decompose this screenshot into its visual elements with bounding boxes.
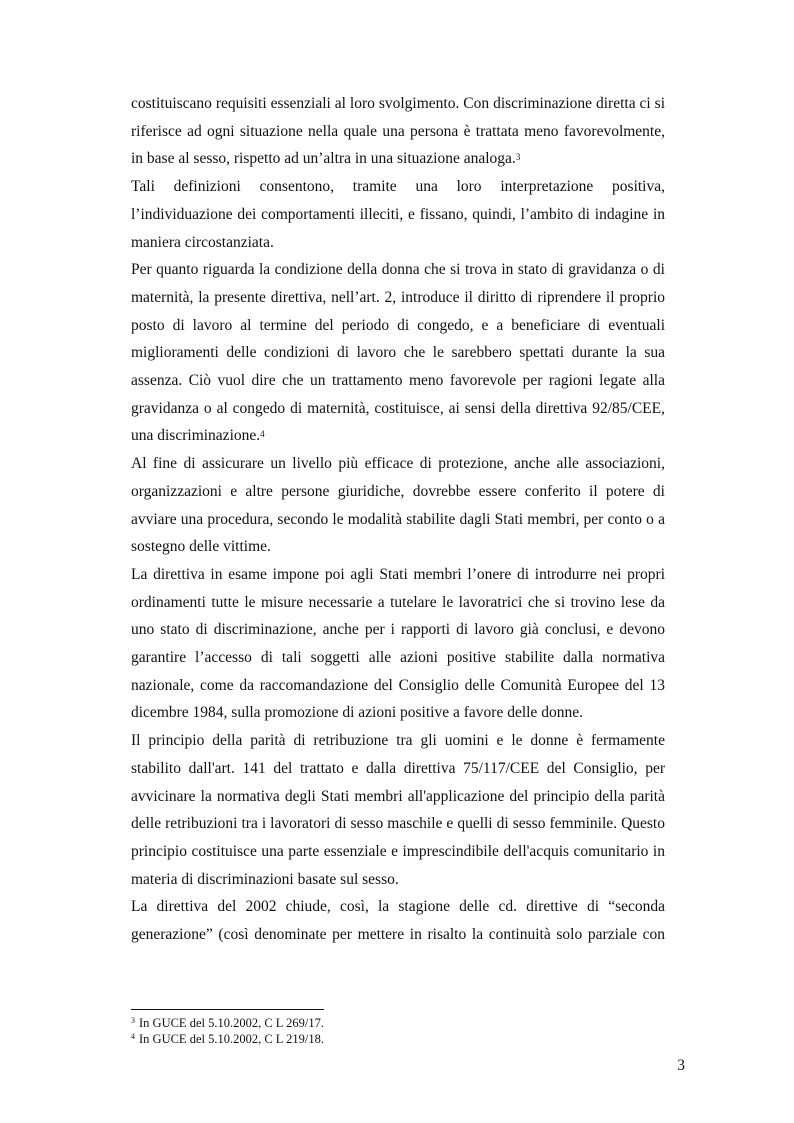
- footnote-ref-3[interactable]: 3: [515, 152, 521, 163]
- footnote-text: In GUCE del 5.10.2002, C L 219/18.: [139, 1032, 324, 1046]
- footnotes: [131, 1016, 665, 1048]
- footnote-text: In GUCE del 5.10.2002, C L 269/17.: [139, 1016, 324, 1030]
- paragraph-6: Il principio della parità di retribuzione tra gli uomini e le donne è fermamente stabilito dall'art. 141 del trattato e dalla direttiva 75/117/CEE del Consiglio, per avvicinare la normativa degli Stati membri all'applicazione del principio della parità delle retribuzioni tra i lavoratori di sesso maschile e quelli di sesso femminile. Questo principio costituisce una parte essenziale e imprescindibile dell'acquis comunitario in materia di discriminazioni basate sul sesso.: [131, 732, 665, 888]
- footnote-ref-4[interactable]: 4: [260, 429, 265, 440]
- paragraph-7: La direttiva del 2002 chiude, così, la stagione delle cd. direttive di “seconda generazione” (così denominate per mettere in risalto la continuità solo parziale con: [131, 898, 665, 944]
- paragraph-1: costituiscano requisiti essenziali al loro svolgimento. Con discriminazione diretta ci si riferisce ad ogni situazione nella quale una persona è trattata meno favorevolmente, in base al sesso, rispetto ad un’altra in una situazione analoga.$^3$: [131, 95, 665, 168]
- body-text: [131, 90, 665, 949]
- footnote-3: [131, 1016, 665, 1032]
- footnote-separator: [131, 1009, 324, 1010]
- paragraph-2: Tali definizioni consentono, tramite una loro interpretazione positiva, l’individuazione dei comportamenti illeciti, e fissano, quindi, l’ambito di indagine in maniera circostanziata.: [131, 178, 665, 251]
- paragraph-3: Per quanto riguarda la condizione della donna che si trova in stato di gravidanza o di maternità, la presente direttiva, nell’art. 2, introduce il diritto di riprendere il proprio posto di lavoro al termine del periodo di congedo, e a beneficiare di eventuali miglioramenti delle condizioni di lavoro che le sarebbero spettati durante la sua assenza. Ciò vuol dire che un trattamento meno favorevole per ragioni legate alla gravidanza o al congedo di maternità, costituisce, ai sensi della direttiva 92/85/CEE, una discriminazione.$^4$: [131, 261, 665, 445]
- paragraph-4: Al fine di assicurare un livello più efficace di protezione, anche alle associazioni, organizzazioni e altre persone giuridiche, dovrebbe essere conferito il potere di avviare una procedura, secondo le modalità stabilite dagli Stati membri, per conto o a sostegno delle vittime.: [131, 455, 665, 556]
- paragraph-5: La direttiva in esame impone poi agli Stati membri l’onere di introdurre nei propri ordinamenti tutte le misure necessarie a tutelare le lavoratrici che si trovino lese da uno stato di discriminazione, anche per i rapporti di lavoro già conclusi, e devono garantire l’accesso di tali soggetti alle azioni positive stabilite dalla normativa nazionale, come da raccomandazione del Consiglio delle Comunità Europee del 13 dicembre 1984, sulla promozione di azioni positive a favore delle donne.: [131, 565, 665, 722]
- footnote-number: 3: [131, 1016, 135, 1025]
- page-number: 3: [677, 1057, 685, 1074]
- footnote-4: [131, 1032, 665, 1048]
- footnote-number: 4: [131, 1032, 135, 1041]
